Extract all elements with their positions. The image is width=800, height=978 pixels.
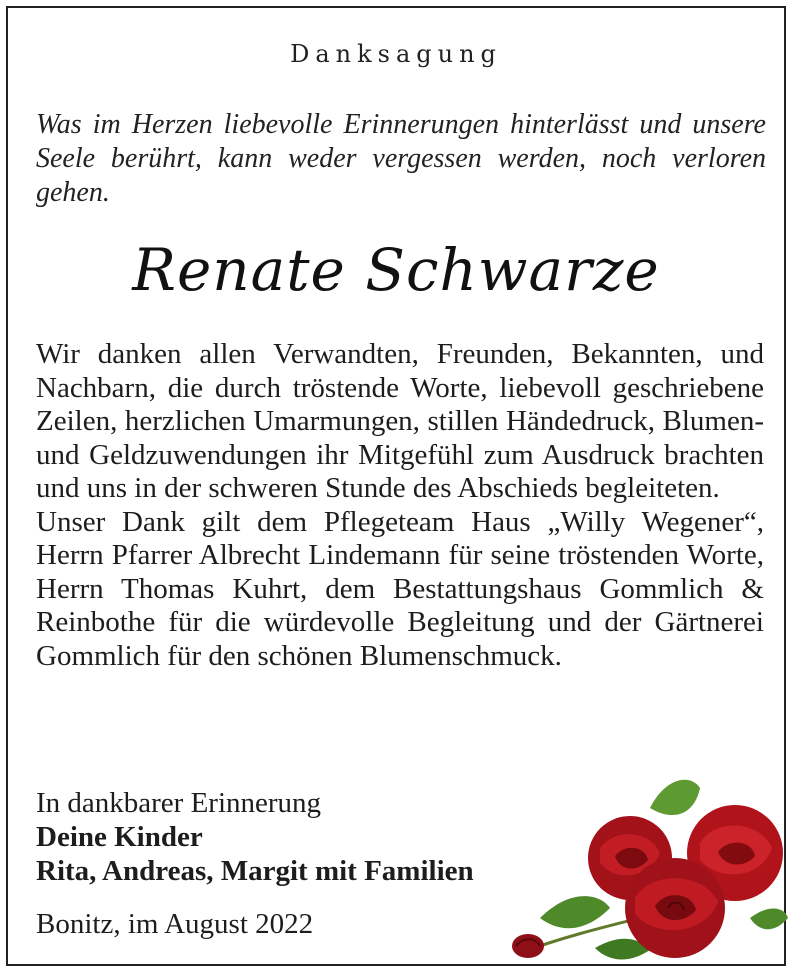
notice-heading: Danksagung xyxy=(290,40,502,68)
red-roses-icon xyxy=(500,768,790,968)
thanks-paragraph: Unser Dank gilt dem Pflegeteam Haus „Willy Wegener“, Herrn Pfarrer Albrecht Lindemann für seine tröstenden Worte, Herrn Thomas Kuhrt, dem Bestattungshaus Gommlich & Reinbothe für die würdevolle Begleitung und der Gärtnerei Gommlich für den schönen Blumenschmuck. xyxy=(36,505,764,672)
quote-text: Was im Herzen liebevolle Erinnerungen hinterlässt und unsere Seele berührt, kann weder vergessen werden, noch verloren gehen. xyxy=(36,109,766,208)
obituary-notice xyxy=(6,6,786,966)
closing-line: In dankbarer Erinnerung xyxy=(36,787,322,819)
deceased-name: Renate Schwarze xyxy=(132,236,660,304)
signature-line: Rita, Andreas, Margit mit Familien xyxy=(36,855,474,887)
thanks-paragraph: Wir danken allen Verwandten, Freunden, Bekannten, und Nachbarn, die durch tröstende Worte, liebevoll geschriebene Zeilen, herzlichen Umarmungen, stillen Händedruck, Blumen- und Geldzuwendungen ihr Mitgefühl zum Ausdruck brachten und uns in der schweren Stunde des Abschieds begleiteten. xyxy=(36,338,764,504)
thanks-body xyxy=(36,338,764,673)
signature-line: Deine Kinder xyxy=(36,821,203,853)
place-date: Bonitz, im August 2022 xyxy=(36,908,314,940)
closing-block xyxy=(36,786,576,888)
